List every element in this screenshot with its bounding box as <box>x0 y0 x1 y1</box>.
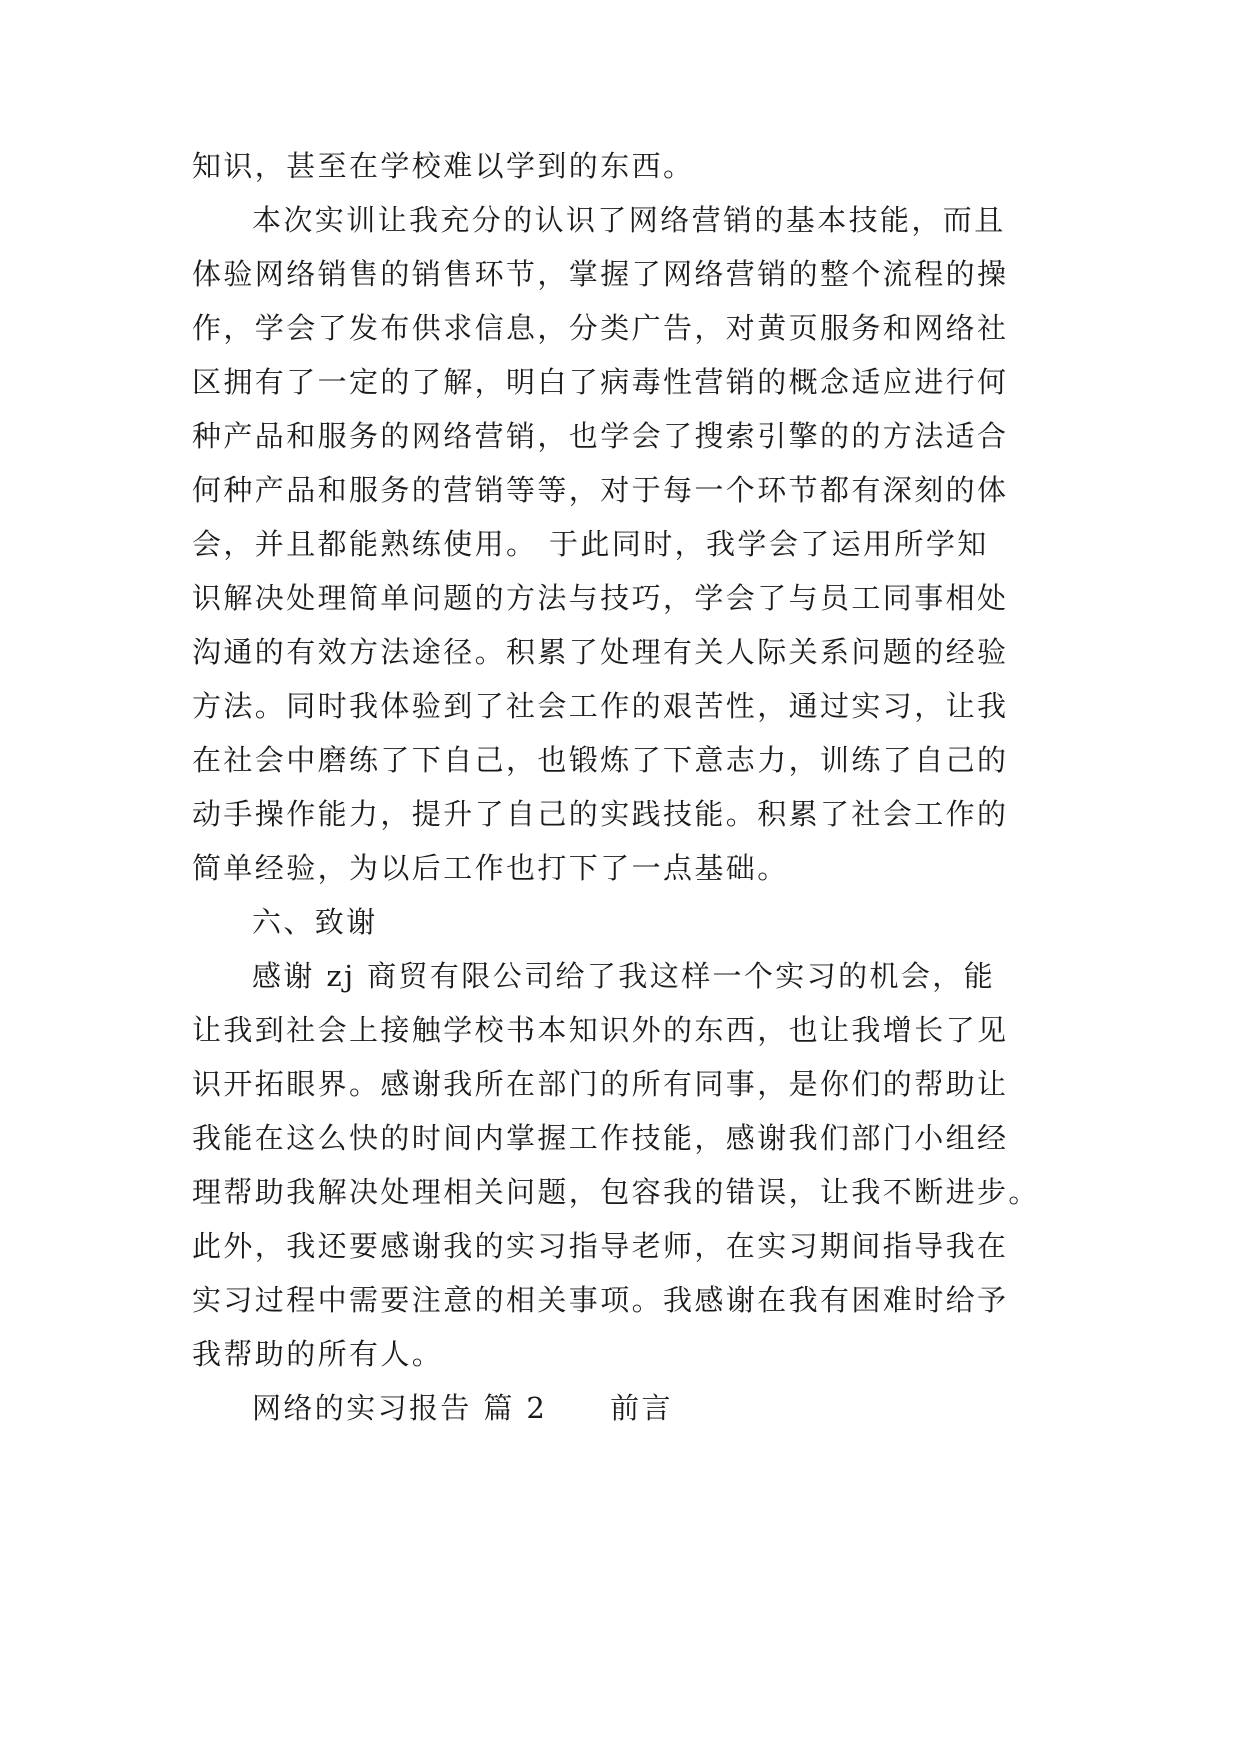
body-line: 让我到社会上接触学校书本知识外的东西，也让我增长了见 <box>192 1013 1009 1047</box>
body-line: 我帮助的所有人。 <box>192 1337 444 1371</box>
paragraph-first-line: 感谢 zj 商贸有限公司给了我这样一个实习的机会，能 <box>252 959 996 993</box>
body-line: 知识，甚至在学校难以学到的东西。 <box>192 149 695 183</box>
body-line: 作，学会了发布供求信息，分类广告，对黄页服务和网络社 <box>192 311 1009 345</box>
body-line: 识开拓眼界。感谢我所在部门的所有同事，是你们的帮助让 <box>192 1067 1009 1101</box>
body-line: 理帮助我解决处理相关问题，包容我的错误，让我不断进步。 <box>192 1175 1040 1209</box>
body-line: 种产品和服务的网络营销，也学会了搜索引擎的的方法适合 <box>192 419 1009 453</box>
body-line: 体验网络销售的销售环节，掌握了网络营销的整个流程的操 <box>192 257 1009 291</box>
section-heading: 六、致谢 <box>252 905 378 939</box>
body-line: 区拥有了一定的了解，明白了病毒性营销的概念适应进行何 <box>192 365 1009 399</box>
body-line: 何种产品和服务的营销等等，对于每一个环节都有深刻的体 <box>192 473 1009 507</box>
body-line: 沟通的有效方法途径。积累了处理有关人际关系问题的经验 <box>192 635 1009 669</box>
body-line: 动手操作能力，提升了自己的实践技能。积累了社会工作的 <box>192 797 1009 831</box>
body-line: 会，并且都能熟练使用。 于此同时，我学会了运用所学知 <box>192 527 989 561</box>
body-line: 简单经验，为以后工作也打下了一点基础。 <box>192 851 789 885</box>
body-line: 实习过程中需要注意的相关事项。我感谢在我有困难时给予 <box>192 1283 1009 1317</box>
paragraph-first-line: 本次实训让我充分的认识了网络营销的基本技能，而且 <box>252 203 1006 237</box>
body-line: 方法。同时我体验到了社会工作的艰苦性，通过实习，让我 <box>192 689 1009 723</box>
body-line: 此外，我还要感谢我的实习指导老师，在实习期间指导我在 <box>192 1229 1009 1263</box>
body-line: 识解决处理简单问题的方法与技巧，学会了与员工同事相处 <box>192 581 1009 615</box>
body-line: 我能在这么快的时间内掌握工作技能，感谢我们部门小组经 <box>192 1121 1009 1155</box>
body-line: 在社会中磨练了下自己，也锻炼了下意志力，训练了自己的 <box>192 743 1009 777</box>
section-title: 网络的实习报告 篇 2 前言 <box>252 1391 673 1425</box>
